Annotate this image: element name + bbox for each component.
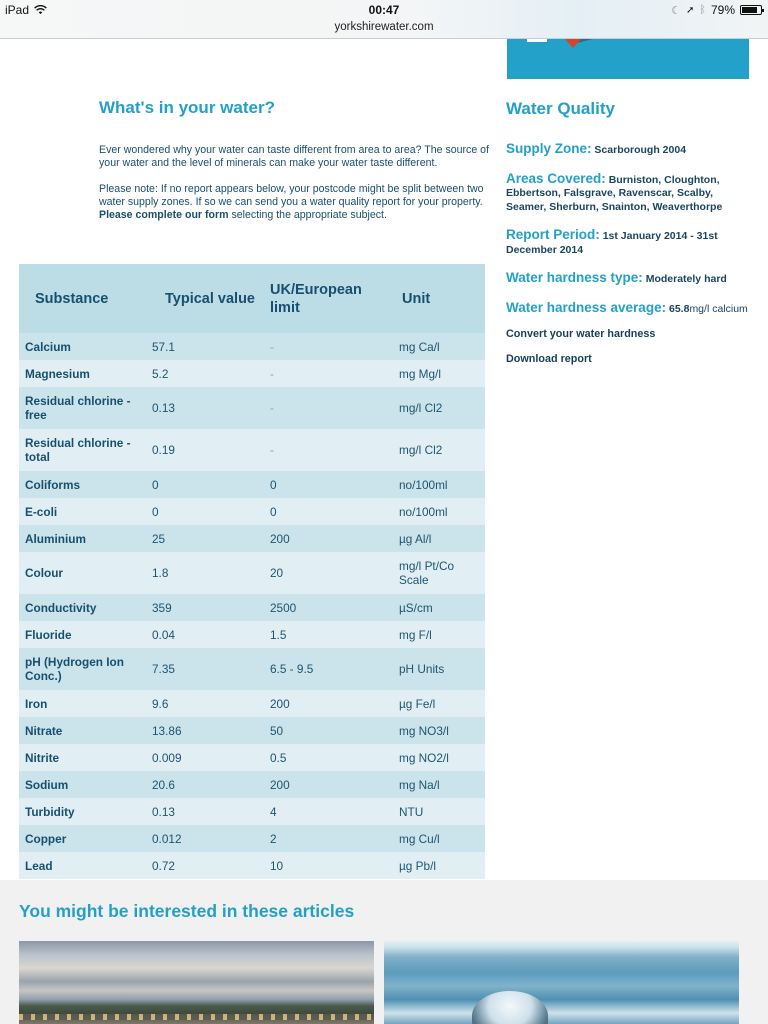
complete-form-link[interactable]: Please complete our form	[99, 209, 229, 221]
unit-cell: µg Pb/l	[392, 852, 485, 879]
battery-icon	[740, 5, 762, 15]
supply-zone-value: Scarborough 2004	[594, 144, 687, 156]
image-detail	[19, 1014, 374, 1020]
unit-cell: mg Mg/l	[392, 360, 485, 387]
articles-heading: You might be interested in these articles	[19, 901, 355, 921]
header-typical-value: Typical value	[147, 264, 264, 333]
convert-hardness-link[interactable]: Convert your water hardness	[506, 328, 656, 340]
table-row	[19, 525, 485, 552]
banner-decoration	[527, 39, 547, 42]
table-row	[19, 621, 485, 648]
unit-cell: no/100ml	[392, 498, 485, 525]
table-row	[19, 498, 485, 525]
banner-decoration	[565, 39, 581, 48]
areas-covered	[506, 172, 756, 215]
hardness-type	[506, 271, 756, 287]
typical-value-cell: 0.13	[147, 387, 264, 429]
report-period-value: 1st January 2014 - 31st December 2014	[506, 230, 718, 256]
typical-value-cell: 0	[147, 471, 264, 498]
typical-value-cell: 0.19	[147, 429, 264, 471]
intro-section	[99, 98, 491, 222]
typical-value-cell: 25	[147, 525, 264, 552]
substance-cell: Residual chlorine - free	[19, 387, 147, 429]
table-row	[19, 771, 485, 798]
limit-cell: 200	[264, 771, 392, 798]
hardness-average-value: 65.8	[669, 302, 690, 315]
substance-cell: Fluoride	[19, 621, 147, 648]
substance-cell: E-coli	[19, 498, 147, 525]
limit-cell: 20	[264, 552, 392, 594]
moon-icon: ☾	[671, 4, 681, 17]
table-row	[19, 690, 485, 717]
typical-value-cell: 9.6	[147, 690, 264, 717]
table-row	[19, 744, 485, 771]
typical-value-cell: 0	[147, 498, 264, 525]
limit-cell: -	[264, 429, 392, 471]
table-row	[19, 852, 485, 879]
unit-cell: NTU	[392, 798, 485, 825]
limit-cell: -	[264, 333, 392, 360]
substance-cell: Iron	[19, 690, 147, 717]
hardness-type-value: Moderately hard	[645, 273, 727, 285]
table-row	[19, 429, 485, 471]
limit-cell: 50	[264, 717, 392, 744]
limit-cell: -	[264, 360, 392, 387]
substance-cell: Magnesium	[19, 360, 147, 387]
supply-zone	[506, 142, 756, 158]
substance-cell: Coliforms	[19, 471, 147, 498]
typical-value-cell: 57.1	[147, 333, 264, 360]
unit-cell: pH Units	[392, 648, 485, 690]
table-row	[19, 552, 485, 594]
typical-value-cell: 0.04	[147, 621, 264, 648]
note-paragraph	[99, 183, 491, 222]
table-row	[19, 594, 485, 621]
unit-cell: mg Na/l	[392, 771, 485, 798]
limit-cell: 10	[264, 852, 392, 879]
report-period	[506, 228, 756, 257]
limit-cell: -	[264, 387, 392, 429]
hardness-average-unit: mg/l calcium	[689, 302, 748, 315]
substance-cell: Copper	[19, 825, 147, 852]
unit-cell: mg NO3/l	[392, 717, 485, 744]
hardness-average-label: Water hardness average:	[506, 299, 667, 315]
water-drop-image	[472, 991, 548, 1024]
substance-cell: pH (Hydrogen Ion Conc.)	[19, 648, 147, 690]
typical-value-cell: 7.35	[147, 648, 264, 690]
note-text-end: selecting the appropriate subject.	[228, 209, 387, 221]
substance-cell: Aluminium	[19, 525, 147, 552]
substance-cell: Sodium	[19, 771, 147, 798]
typical-value-cell: 0.13	[147, 798, 264, 825]
table-row	[19, 360, 485, 387]
table-body	[19, 333, 485, 879]
substance-cell: Conductivity	[19, 594, 147, 621]
limit-cell: 0.5	[264, 744, 392, 771]
areas-covered-label: Areas Covered:	[506, 170, 606, 186]
water-quality-panel	[506, 99, 756, 378]
article-card-image[interactable]	[384, 941, 739, 1024]
header-unit: Unit	[392, 264, 485, 333]
substance-cell: Nitrate	[19, 717, 147, 744]
address-bar-url[interactable]: yorkshirewater.com	[334, 21, 434, 33]
limit-cell: 4	[264, 798, 392, 825]
battery-percent: 79%	[710, 3, 735, 17]
typical-value-cell: 0.009	[147, 744, 264, 771]
unit-cell: mg NO2/l	[392, 744, 485, 771]
unit-cell: mg/l Cl2	[392, 429, 485, 471]
unit-cell: mg/l Pt/Co Scale	[392, 552, 485, 594]
unit-cell: mg Cu/l	[392, 825, 485, 852]
bluetooth-icon: ᛒ	[699, 4, 706, 16]
page-title: What's in your water?	[99, 98, 275, 117]
typical-value-cell: 20.6	[147, 771, 264, 798]
unit-cell: µg Fe/l	[392, 690, 485, 717]
status-time: 00:47	[368, 3, 400, 17]
download-report-link[interactable]: Download report	[506, 353, 592, 365]
table-row	[19, 471, 485, 498]
table-row	[19, 333, 485, 360]
table-row	[19, 648, 485, 690]
limit-cell: 1.5	[264, 621, 392, 648]
limit-cell: 200	[264, 690, 392, 717]
substance-cell: Calcium	[19, 333, 147, 360]
typical-value-cell: 0.012	[147, 825, 264, 852]
unit-cell: µS/cm	[392, 594, 485, 621]
unit-cell: mg Ca/l	[392, 333, 485, 360]
limit-cell: 2	[264, 825, 392, 852]
note-text: Please note: If no report appears below, your postcode might be split between two water supply zones. If so we can send you a water quality report for your property.	[99, 183, 484, 208]
limit-cell: 0	[264, 471, 392, 498]
areas-covered-value: Burniston, Cloughton, Ebbertson, Falsgrave, Ravenscar, Scalby, Seamer, Sherburn, Snainton, Weaverthorpe	[506, 173, 723, 213]
ios-status-bar	[0, 0, 768, 39]
substance-cell: Lead	[19, 852, 147, 879]
supply-zone-label: Supply Zone:	[506, 141, 592, 156]
intro-paragraph: Ever wondered why your water can taste different from area to area? The source of your water and the level of minerals can make your water taste different.	[99, 144, 490, 169]
unit-cell: no/100ml	[392, 471, 485, 498]
hardness-average	[506, 301, 756, 317]
limit-cell: 2500	[264, 594, 392, 621]
table-row	[19, 825, 485, 852]
device-label: iPad	[5, 3, 30, 17]
substance-cell: Turbidity	[19, 798, 147, 825]
header-limit: UK/European limit	[264, 264, 392, 333]
report-period-label: Report Period:	[506, 227, 600, 242]
limit-cell: 200	[264, 525, 392, 552]
article-card-image[interactable]	[19, 941, 374, 1024]
status-right	[671, 3, 762, 17]
typical-value-cell: 0.72	[147, 852, 264, 879]
substance-cell: Residual chlorine - total	[19, 429, 147, 471]
typical-value-cell: 359	[147, 594, 264, 621]
typical-value-cell: 1.8	[147, 552, 264, 594]
table-row	[19, 717, 485, 744]
unit-cell: mg/l Cl2	[392, 387, 485, 429]
typical-value-cell: 5.2	[147, 360, 264, 387]
unit-cell: mg F/l	[392, 621, 485, 648]
water-quality-table	[19, 264, 485, 879]
hero-banner-image	[507, 39, 749, 79]
table-header-row	[19, 264, 485, 333]
substance-cell: Colour	[19, 552, 147, 594]
articles-section	[0, 880, 768, 1024]
limit-cell: 6.5 - 9.5	[264, 648, 392, 690]
unit-cell: µg Al/l	[392, 525, 485, 552]
limit-cell: 0	[264, 498, 392, 525]
typical-value-cell: 13.86	[147, 717, 264, 744]
location-arrow-icon: ➚	[685, 4, 695, 16]
table-row	[19, 798, 485, 825]
header-substance: Substance	[19, 264, 147, 333]
substance-cell: Nitrite	[19, 744, 147, 771]
table-row	[19, 387, 485, 429]
water-quality-title: Water Quality	[506, 99, 615, 118]
hardness-type-label: Water hardness type:	[506, 270, 643, 285]
